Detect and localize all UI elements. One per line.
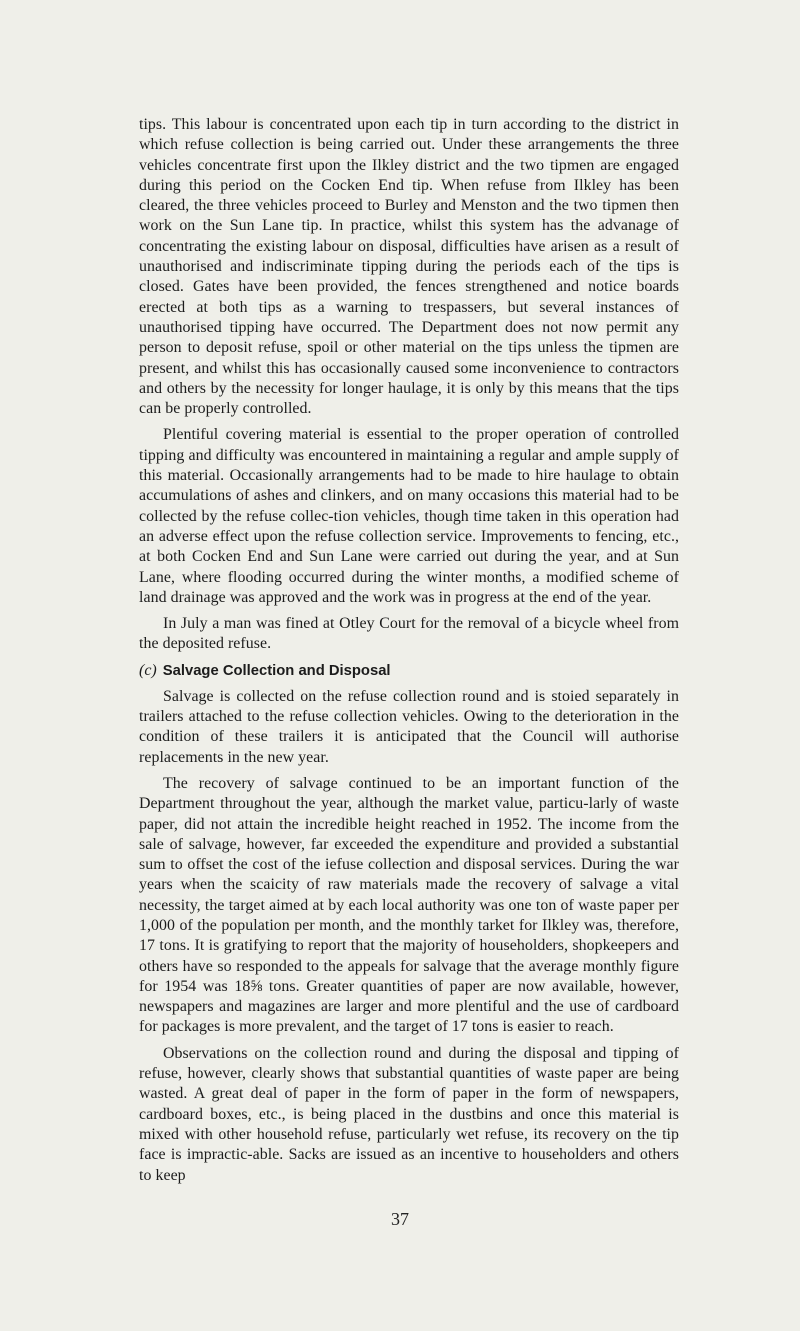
- paragraph-observations: Observations on the collection round and during the disposal and tipping of refuse, however, clearly shows that substantial quantities of waste paper are being wasted. A great deal of paper in the form of paper in the form of newspapers, cardboard boxes, etc., is being placed in the dustbins and once this material is mixed with other household refuse, particularly wet refuse, its recovery on the tip face is impractic-able. Sacks are issued as an incentive to householders and others to keep: [139, 1044, 679, 1184]
- page-body: [139, 115, 679, 1186]
- paragraph-tips-labour: tips. This labour is concentrated upon each tip in turn according to the district in which refuse collection is being carried out. Under these arrangements the three vehicles concentrate first upon the Ilkley district and the two tipmen are engaged during this period on the Cocken End tip. When refuse from Ilkley has been cleared, the three vehicles proceed to Burley and Menston and the two tipmen then work on the Sun Lane tip. In practice, whilst this system has the advanage of concentrating the existing labour on disposal, difficulties have arisen as a result of unauthorised and indiscriminate tipping during the periods each of the tips is closed. Gates have been provided, the fences strengthened and notice boards erected at both tips as a warning to trespassers, but several instances of unauthorised tipping have occurred. The Department does not now permit any person to deposit refuse, spoil or other material on the tips unless the tipmen are present, and whilst this has occasionally caused some inconvenience to contractors and others by the necessity for longer haulage, it is only by this means that the tips can be properly controlled.: [139, 116, 679, 418]
- paragraph-covering-material: Plentiful covering material is essential to the proper operation of controlled tipping and difficulty was encountered in maintaining a regular and ample supply of this material. Occasionally arrangements had to be made to hire haulage to obtain accumulations of ashes and clinkers, and on many occasions this material had to be collected by the refuse collec-tion vehicles, though time taken in this operation had an adverse effect upon the refuse collection service. Improvements to fencing, etc., at both Cocken End and Sun Lane were carried out during the year, and at Sun Lane, where flooding occurred during the winter months, a modified scheme of land drainage was approved and the work was in progress at the end of the year.: [139, 426, 679, 606]
- section-number: (c): [139, 661, 157, 679]
- section-title: Salvage Collection and Disposal: [162, 662, 391, 679]
- section-heading-salvage: [139, 661, 679, 681]
- paragraph-salvage-collected: Salvage is collected on the refuse collection round and is stoied separately in trailers attached to the refuse collection vehicles. Owing to the deterioration in the condition of these trailers it is anticipated that the Council will authorise replacements in the new year.: [139, 687, 679, 766]
- paragraph-bicycle-wheel: In July a man was fined at Otley Court for the removal of a bicycle wheel from the deposited refuse.: [139, 615, 679, 653]
- page-number: 37: [391, 1209, 409, 1229]
- paragraph-salvage-recovery: The recovery of salvage continued to be an important function of the Department throughout the year, although the market value, particu-larly of waste paper, did not attain the incredible height reached in 1952. The income from the sale of salvage, however, far exceeded the expenditure and provided a substantial sum to offset the cost of the iefuse collection and disposal services. During the war years when the scaicity of raw materials made the recovery of salvage a vital necessity, the target aimed at by each local authority was one ton of waste paper per 1,000 of the population per month, and the monthly tarket for Ilkley was, therefore, 17 tons. It is gratifying to report that the majority of householders, shopkeepers and others have so responded to the appeals for salvage that the average monthly figure for 1954 was 18⅝ tons. Greater quantities of paper are now available, however, newspapers and magazines are larger and more plentiful and the use of cardboard for packages is more prevalent, and the target of 17 tons is easier to reach.: [139, 774, 679, 1036]
